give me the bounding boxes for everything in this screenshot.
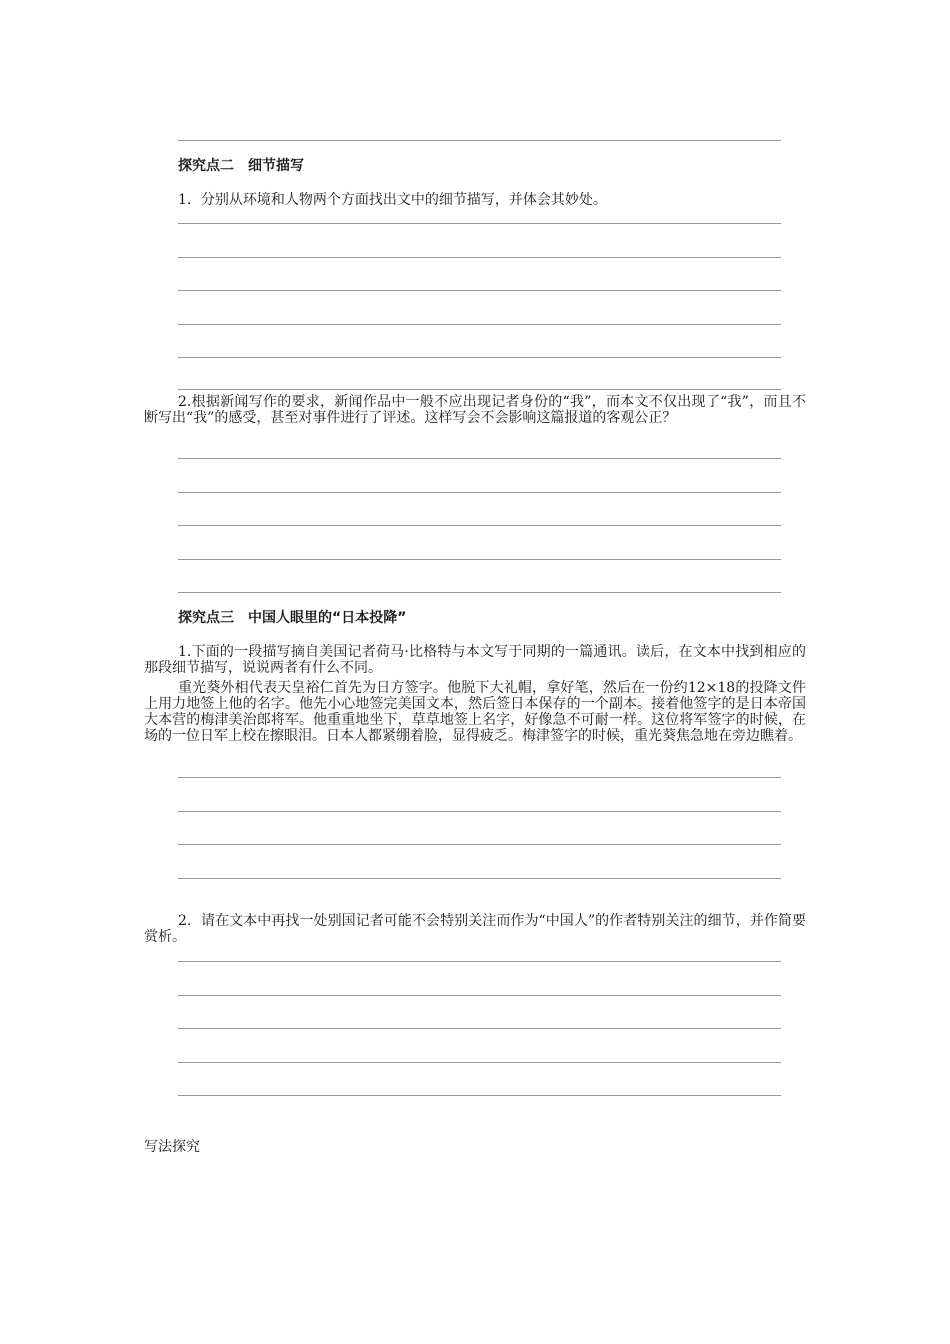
- answer-line: [178, 223, 781, 224]
- answer-line: [178, 525, 781, 526]
- section-3-heading: 探究点三 中国人眼里的“日本投降”: [178, 610, 407, 626]
- answer-line: [178, 844, 781, 845]
- answer-line: [178, 140, 781, 141]
- answer-line: [178, 811, 781, 812]
- section-3-excerpt: 重光葵外相代表天皇裕仁首先为日方签字。他脱下大礼帽，拿好笔，然后在一份约12×18的投降文件上用力地签上他的名字。他先小心地签完美国文本，然后签日本保存的一个副本。接着他签字的是日本帝国大本营的梅津美治郎将军。他重重地坐下，草草地签上名字，好像急不可耐一样。这位将军签字的时候，在场的一位日军上校在擦眼泪。日本人都紧绷着脸，显得疲乏。梅津签字的时候，重光葵焦急地在旁边瞧着。: [144, 680, 806, 744]
- answer-line: [178, 559, 781, 560]
- answer-line: [178, 324, 781, 325]
- section-2-question-2: 2.根据新闻写作的要求，新闻作品中一般不应出现记者身份的“我”，而本文不仅出现了“我”，而且不断写出“我”的感受，甚至对事件进行了评述。这样写会不会影响这篇报道的客观公正？: [144, 394, 806, 426]
- answer-line: [178, 1095, 781, 1096]
- answer-line: [178, 492, 781, 493]
- answer-line: [178, 878, 781, 879]
- section-2-heading: 探究点二 细节描写: [178, 158, 304, 174]
- answer-line: [178, 777, 781, 778]
- answer-line: [178, 290, 781, 291]
- answer-line: [178, 592, 781, 593]
- section-2-question-1: 1．分别从环境和人物两个方面找出文中的细节描写，并体会其妙处。: [178, 192, 607, 208]
- answer-line: [178, 357, 781, 358]
- answer-line: [178, 1028, 781, 1029]
- section-3-question-2: 2．请在文本中再找一处别国记者可能不会特别关注而作为“中国人”的作者特别关注的细节，并作简要赏析。: [144, 913, 806, 945]
- section-3-question-1: 1.下面的一段描写摘自美国记者荷马·比格特与本文写于同期的一篇通讯。读后，在文本中找到相应的那段细节描写，说说两者有什么不同。: [144, 644, 806, 676]
- answer-line: [178, 458, 781, 459]
- answer-line: [178, 1062, 781, 1063]
- answer-line: [178, 995, 781, 996]
- writing-method-heading: 写法探究: [144, 1139, 200, 1155]
- answer-line: [178, 389, 781, 390]
- answer-line: [178, 257, 781, 258]
- answer-line: [178, 961, 781, 962]
